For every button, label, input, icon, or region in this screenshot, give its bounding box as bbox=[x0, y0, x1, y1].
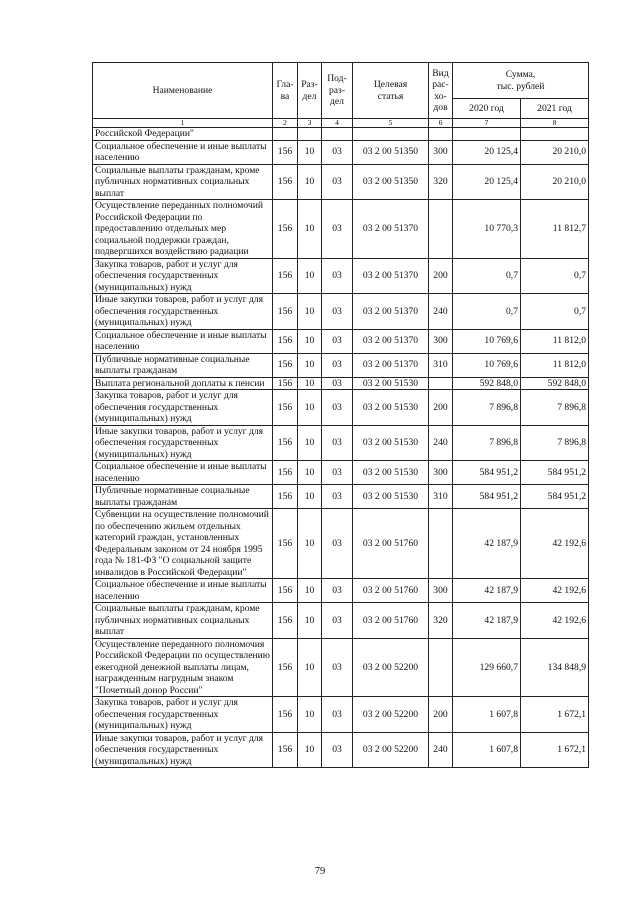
row-glava: 156 bbox=[273, 485, 298, 509]
row-article: 03 2 00 51530 bbox=[353, 485, 429, 509]
row-vid: 200 bbox=[429, 697, 453, 733]
row-article: 03 2 00 51530 bbox=[353, 377, 429, 390]
row-name: Иные закупки товаров, работ и услуг для обеспечения государственных (муниципальных) нужд bbox=[93, 425, 273, 461]
row-sum-2021: 20 210,0 bbox=[521, 140, 589, 164]
row-name: Осуществление переданных полномочий Российской Федерации по предоставлению отдельных мер социальной поддержки граждан, подвергшихся воздействию радиации bbox=[93, 200, 273, 259]
row-name: Осуществление переданного полномочия Российской Федерации по осуществлению ежегодной денежной выплаты лицам, награжденным нагрудным знаком "Почетный донор России" bbox=[93, 638, 273, 697]
col-razdel-header: Раз- дел bbox=[298, 63, 322, 119]
row-glava: 156 bbox=[273, 164, 298, 200]
row-podrazdel: 03 bbox=[322, 200, 353, 259]
row-sum-2020: 0,7 bbox=[453, 258, 521, 294]
col-2021-header: 2021 год bbox=[521, 99, 589, 119]
column-number: 6 bbox=[429, 119, 453, 128]
row-podrazdel: 03 bbox=[322, 377, 353, 390]
column-number: 5 bbox=[353, 119, 429, 128]
row-sum-2021: 42 192,6 bbox=[521, 603, 589, 639]
row-razdel: 10 bbox=[298, 329, 322, 353]
row-sum-2021: 1 672,1 bbox=[521, 732, 589, 768]
row-name: Закупка товаров, работ и услуг для обеспечения государственных (муниципальных) нужд bbox=[93, 697, 273, 733]
row-podrazdel: 03 bbox=[322, 258, 353, 294]
column-number: 3 bbox=[298, 119, 322, 128]
row-vid: 240 bbox=[429, 294, 453, 330]
row-vid bbox=[429, 509, 453, 579]
row-glava: 156 bbox=[273, 461, 298, 485]
row-podrazdel: 03 bbox=[322, 697, 353, 733]
table-row bbox=[93, 377, 589, 390]
row-podrazdel: 03 bbox=[322, 353, 353, 377]
row-glava: 156 bbox=[273, 329, 298, 353]
row-name: Социальное обеспечение и иные выплаты населению bbox=[93, 579, 273, 603]
row-sum-2021: 584 951,2 bbox=[521, 461, 589, 485]
row-glava: 156 bbox=[273, 732, 298, 768]
row-name: Иные закупки товаров, работ и услуг для обеспечения государственных (муниципальных) нужд bbox=[93, 294, 273, 330]
budget-table bbox=[92, 62, 589, 768]
row-vid: 310 bbox=[429, 353, 453, 377]
row-sum-2021: 11 812,0 bbox=[521, 329, 589, 353]
col-2020-header: 2020 год bbox=[453, 99, 521, 119]
row-sum-2021: 11 812,7 bbox=[521, 200, 589, 259]
row-article: 03 2 00 51760 bbox=[353, 509, 429, 579]
row-article: 03 2 00 51370 bbox=[353, 200, 429, 259]
row-article: 03 2 00 51350 bbox=[353, 140, 429, 164]
row-sum-2020: 592 848,0 bbox=[453, 377, 521, 390]
column-number: 4 bbox=[322, 119, 353, 128]
col-podrazdel-header: Под- раз- дел bbox=[322, 63, 353, 119]
row-podrazdel: 03 bbox=[322, 732, 353, 768]
row-article: 03 2 00 52200 bbox=[353, 638, 429, 697]
row-podrazdel: 03 bbox=[322, 425, 353, 461]
row-sum-2020: 584 951,2 bbox=[453, 461, 521, 485]
row-sum-2021: 11 812,0 bbox=[521, 353, 589, 377]
col-name-header: Наименование bbox=[93, 63, 273, 119]
row-article: 03 2 00 51370 bbox=[353, 353, 429, 377]
row-sum-2020: 1 607,8 bbox=[453, 732, 521, 768]
table-row bbox=[93, 140, 589, 164]
row-vid: 300 bbox=[429, 461, 453, 485]
row-name: Социальное обеспечение и иные выплаты населению bbox=[93, 461, 273, 485]
row-name: Закупка товаров, работ и услуг для обеспечения государственных (муниципальных) нужд bbox=[93, 258, 273, 294]
table-row bbox=[93, 353, 589, 377]
row-article: 03 2 00 51760 bbox=[353, 603, 429, 639]
row-glava: 156 bbox=[273, 390, 298, 426]
col-glava-header: Гла- ва bbox=[273, 63, 298, 119]
row-sum-2021: 584 951,2 bbox=[521, 485, 589, 509]
row-podrazdel: 03 bbox=[322, 638, 353, 697]
row-article: 03 2 00 51530 bbox=[353, 425, 429, 461]
row-sum-2021: 0,7 bbox=[521, 258, 589, 294]
row-glava: 156 bbox=[273, 353, 298, 377]
row-sum-2020: 7 896,8 bbox=[453, 390, 521, 426]
table-row bbox=[93, 258, 589, 294]
row-podrazdel: 03 bbox=[322, 461, 353, 485]
table-row bbox=[93, 485, 589, 509]
row-podrazdel: 03 bbox=[322, 579, 353, 603]
row-glava: 156 bbox=[273, 140, 298, 164]
row-article: 03 2 00 51370 bbox=[353, 258, 429, 294]
column-number: 2 bbox=[273, 119, 298, 128]
row-article: 03 2 00 51760 bbox=[353, 579, 429, 603]
table-row bbox=[93, 425, 589, 461]
column-number: 8 bbox=[521, 119, 589, 128]
row-glava: 156 bbox=[273, 603, 298, 639]
row-razdel: 10 bbox=[298, 461, 322, 485]
row-razdel: 10 bbox=[298, 509, 322, 579]
table-row bbox=[93, 294, 589, 330]
row-vid: 320 bbox=[429, 603, 453, 639]
row-sum-2020: 584 951,2 bbox=[453, 485, 521, 509]
row-sum-2020: 7 896,8 bbox=[453, 425, 521, 461]
row-razdel: 10 bbox=[298, 425, 322, 461]
row-name: Социальное обеспечение и иные выплаты населению bbox=[93, 140, 273, 164]
col-article-header: Целевая статья bbox=[353, 63, 429, 119]
row-razdel: 10 bbox=[298, 294, 322, 330]
row-sum-2020: 20 125,4 bbox=[453, 164, 521, 200]
row-sum-2021: 42 192,6 bbox=[521, 579, 589, 603]
row-sum-2021: 592 848,0 bbox=[521, 377, 589, 390]
row-sum-2021: 7 896,8 bbox=[521, 390, 589, 426]
row-article: 03 2 00 51370 bbox=[353, 294, 429, 330]
table-row bbox=[93, 164, 589, 200]
row-article: 03 2 00 51530 bbox=[353, 390, 429, 426]
row-sum-2021: 1 672,1 bbox=[521, 697, 589, 733]
row-razdel: 10 bbox=[298, 140, 322, 164]
row-sum-2021: 7 896,8 bbox=[521, 425, 589, 461]
row-glava: 156 bbox=[273, 697, 298, 733]
row-article: 03 2 00 51370 bbox=[353, 329, 429, 353]
row-glava: 156 bbox=[273, 258, 298, 294]
row-glava: 156 bbox=[273, 509, 298, 579]
table-row bbox=[93, 638, 589, 697]
row-glava: 156 bbox=[273, 425, 298, 461]
row-razdel: 10 bbox=[298, 579, 322, 603]
row-razdel: 10 bbox=[298, 732, 322, 768]
row-podrazdel: 03 bbox=[322, 164, 353, 200]
table-row bbox=[93, 697, 589, 733]
row-razdel: 10 bbox=[298, 638, 322, 697]
row-sum-2020: 42 187,9 bbox=[453, 603, 521, 639]
row-podrazdel: 03 bbox=[322, 390, 353, 426]
row-podrazdel: 03 bbox=[322, 603, 353, 639]
row-razdel: 10 bbox=[298, 164, 322, 200]
row-vid bbox=[429, 638, 453, 697]
row-razdel: 10 bbox=[298, 377, 322, 390]
col-sum-header: Сумма, тыс. рублей bbox=[453, 63, 589, 99]
row-article: 03 2 00 51530 bbox=[353, 461, 429, 485]
row-razdel: 10 bbox=[298, 353, 322, 377]
row-sum-2021: 20 210,0 bbox=[521, 164, 589, 200]
row-sum-2020: 10 770,3 bbox=[453, 200, 521, 259]
row-sum-2020: 20 125,4 bbox=[453, 140, 521, 164]
column-number-row bbox=[93, 119, 589, 128]
row-sum-2020: 0,7 bbox=[453, 294, 521, 330]
row-podrazdel: 03 bbox=[322, 329, 353, 353]
row-vid: 240 bbox=[429, 732, 453, 768]
row-podrazdel: 03 bbox=[322, 140, 353, 164]
row-glava: 156 bbox=[273, 200, 298, 259]
page-number: 79 bbox=[314, 866, 326, 877]
row-podrazdel: 03 bbox=[322, 509, 353, 579]
row-razdel: 10 bbox=[298, 485, 322, 509]
table-row bbox=[93, 390, 589, 426]
row-sum-2020: 1 607,8 bbox=[453, 697, 521, 733]
row-vid: 320 bbox=[429, 164, 453, 200]
row-vid: 300 bbox=[429, 329, 453, 353]
row-glava: 156 bbox=[273, 638, 298, 697]
row-vid: 300 bbox=[429, 140, 453, 164]
row-glava: 156 bbox=[273, 579, 298, 603]
row-sum-2021: 134 848,9 bbox=[521, 638, 589, 697]
row-vid: 310 bbox=[429, 485, 453, 509]
column-number: 7 bbox=[453, 119, 521, 128]
row-name: Субвенции на осуществление полномочий по обеспечению жильем отдельных категорий граждан, установленных Федеральным законом от 24 ноября 1995 года № 181-ФЗ "О социальной защите инвалидов в Российской Федерации" bbox=[93, 509, 273, 579]
row-glava: 156 bbox=[273, 377, 298, 390]
row-sum-2020: 42 187,9 bbox=[453, 509, 521, 579]
row-sum-2020: 42 187,9 bbox=[453, 579, 521, 603]
row-podrazdel: 03 bbox=[322, 485, 353, 509]
row-sum-2020: 10 769,6 bbox=[453, 329, 521, 353]
row-article: 03 2 00 51350 bbox=[353, 164, 429, 200]
table-row bbox=[93, 200, 589, 259]
row-article: 03 2 00 52200 bbox=[353, 697, 429, 733]
row-vid: 200 bbox=[429, 258, 453, 294]
table-row bbox=[93, 509, 589, 579]
row-name: Иные закупки товаров, работ и услуг для обеспечения государственных (муниципальных) нужд bbox=[93, 732, 273, 768]
row-glava: 156 bbox=[273, 294, 298, 330]
row-name: Закупка товаров, работ и услуг для обеспечения государственных (муниципальных) нужд bbox=[93, 390, 273, 426]
row-name: Публичные нормативные социальные выплаты гражданам bbox=[93, 353, 273, 377]
row-name: Публичные нормативные социальные выплаты гражданам bbox=[93, 485, 273, 509]
row-sum-2020: 129 660,7 bbox=[453, 638, 521, 697]
table-row bbox=[93, 732, 589, 768]
row-vid: 240 bbox=[429, 425, 453, 461]
row-sum-2020: 10 769,6 bbox=[453, 353, 521, 377]
row-vid bbox=[429, 377, 453, 390]
row-razdel: 10 bbox=[298, 258, 322, 294]
col-vid-header: Вид рас- хо- дов bbox=[429, 63, 453, 119]
row-name: Социальное обеспечение и иные выплаты населению bbox=[93, 329, 273, 353]
row-name: Выплата региональной доплаты к пенсии bbox=[93, 377, 273, 390]
table-row bbox=[93, 461, 589, 485]
row-vid bbox=[429, 200, 453, 259]
row-podrazdel: 03 bbox=[322, 294, 353, 330]
table-row bbox=[93, 329, 589, 353]
row-sum-2021: 0,7 bbox=[521, 294, 589, 330]
row-vid: 200 bbox=[429, 390, 453, 426]
row-razdel: 10 bbox=[298, 603, 322, 639]
row-razdel: 10 bbox=[298, 697, 322, 733]
continuation-row bbox=[93, 128, 589, 141]
row-name: Социальные выплаты гражданам, кроме публичных нормативных социальных выплат bbox=[93, 164, 273, 200]
row-name: Социальные выплаты гражданам, кроме публичных нормативных социальных выплат bbox=[93, 603, 273, 639]
row-razdel: 10 bbox=[298, 200, 322, 259]
column-number: 1 bbox=[93, 119, 273, 128]
continuation-text: Российской Федерации" bbox=[93, 128, 273, 141]
row-sum-2021: 42 192,6 bbox=[521, 509, 589, 579]
table-row bbox=[93, 603, 589, 639]
row-vid: 300 bbox=[429, 579, 453, 603]
row-article: 03 2 00 52200 bbox=[353, 732, 429, 768]
row-razdel: 10 bbox=[298, 390, 322, 426]
table-row bbox=[93, 579, 589, 603]
